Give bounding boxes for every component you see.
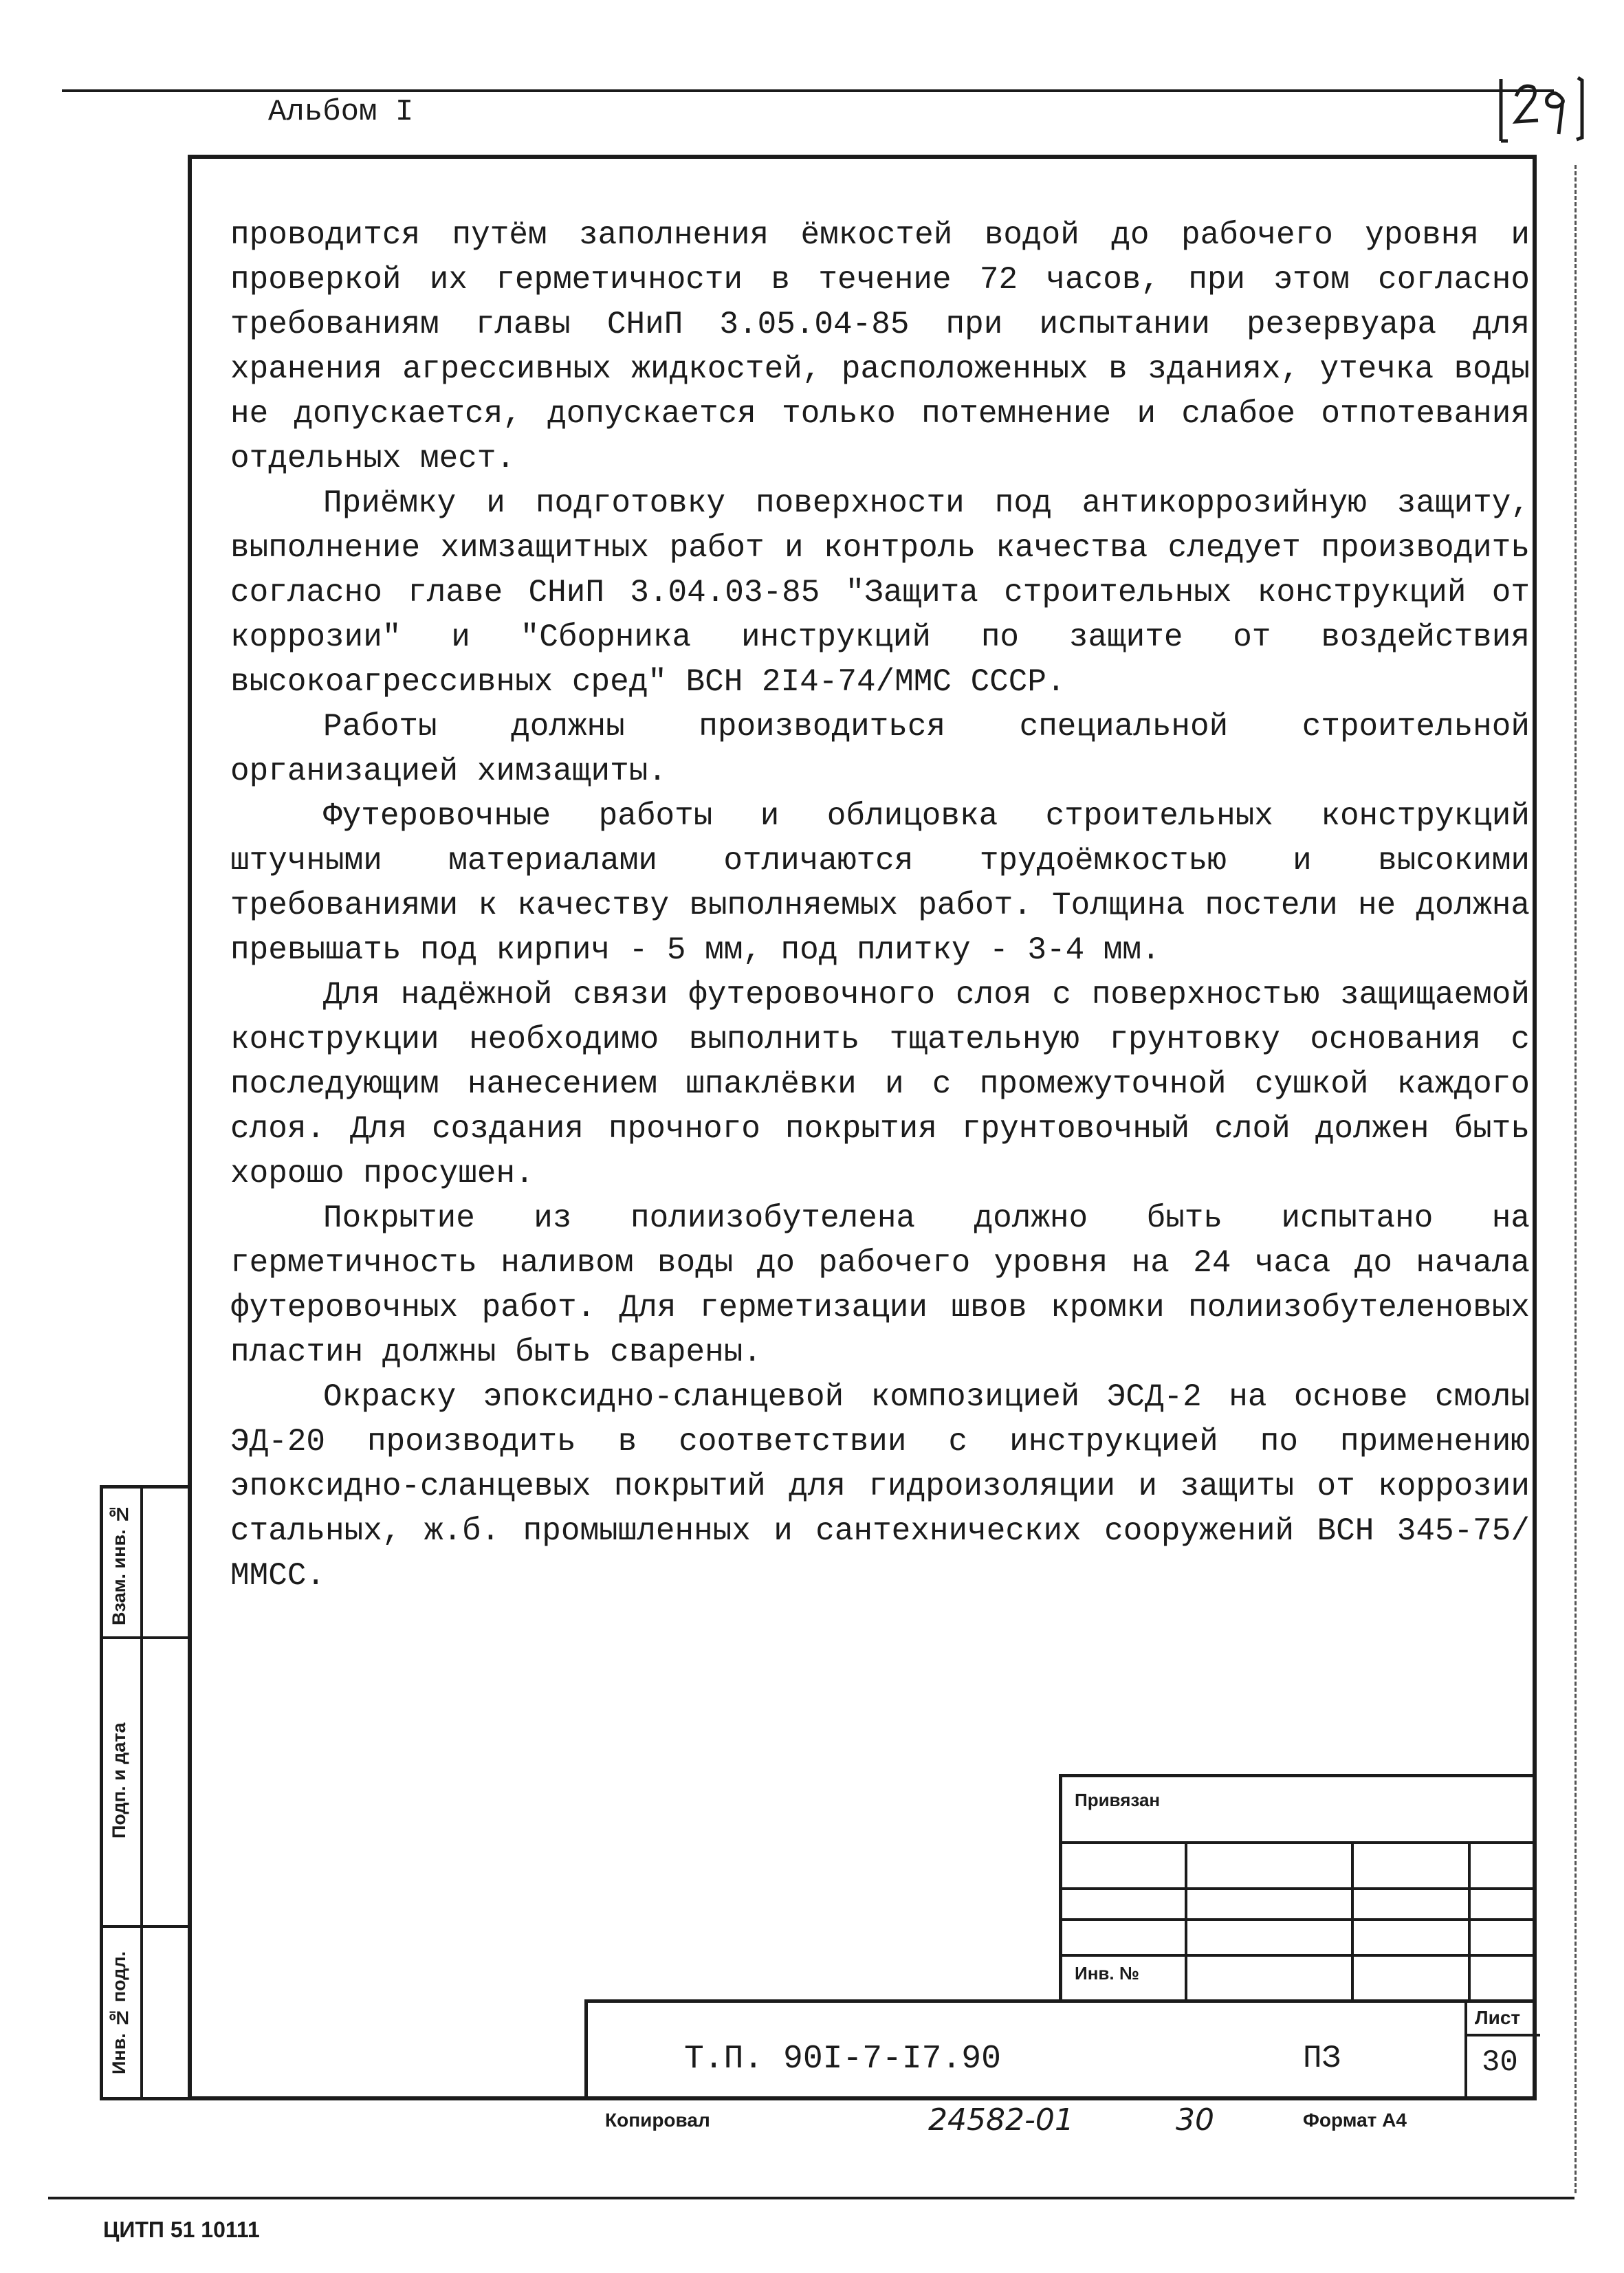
scan-edge-artifact — [1574, 165, 1577, 2193]
podp-data-label: Подп. и дата — [109, 1722, 129, 1839]
format-label: Формат А4 — [1303, 2109, 1407, 2131]
top-rule — [62, 89, 1554, 92]
inv-no-label: Инв. № — [1075, 1963, 1139, 1984]
paragraph: Для надёжной связи футеровочного слоя с поверхностью защищаемой конструкции необходимо выполнить тщательную грунтовку основания с последующим нанесением шпаклёвки и с промежуточной сушкой каждого слоя. Для создания прочного покрытия грунтовочный слой должен быть хорошо просушен. — [230, 977, 1530, 1192]
handwritten-archive-number: 24582-01 — [928, 2102, 1074, 2138]
inv-podl-label: Инв. № подл. — [109, 1951, 129, 2075]
copied-by-label: Копировал — [605, 2109, 710, 2131]
handwritten-sheet-mark — [1495, 72, 1585, 151]
sheet-number-handwritten — [1495, 72, 1585, 151]
sheet-label: Лист — [1475, 2007, 1521, 2028]
title-block — [584, 1999, 1537, 2100]
privyazan-label: Привязан — [1075, 1790, 1161, 1810]
sheet-number: 30 — [1482, 2045, 1518, 2080]
paragraph: Покрытие из полиизобутелена должно быть испытано на герметичность наливом воды до рабочего уровня на 24 часа до начала футеровочных работ. Для герметизации швов кромки полиизобутеленовых пластин должны быть сварены. — [230, 1200, 1530, 1370]
section-code: ПЗ — [1303, 2041, 1341, 2076]
album-title: Альбом I — [268, 95, 414, 129]
paragraph: проводится путём заполнения ёмкостей водой до рабочего уровня и проверкой их герметичности в течение 72 часов, при этом согласно требованиям главы СНиП 3.05.04-85 при испытании резервуара для хранения агрессивных жидкостей, расположенных в зданиях, утечка воды не допускается, допускается только потемнение и слабое отпотевания отдельных мест. — [230, 217, 1530, 476]
printer-code: ЦИТП 51 10111 — [103, 2217, 260, 2242]
vzam-inv-label: Взам. инв. № — [109, 1503, 129, 1625]
binding-strip — [100, 1485, 188, 2100]
handwritten-page-number: 30 — [1176, 2102, 1214, 2138]
document-code: Т.П. 90I-7-I7.90 — [684, 2041, 1001, 2078]
paragraph: Приёмку и подготовку поверхности под антикоррозийную защиту, выполнение химзащитных работ и контроль качества следует производить согласно главе СНиП 3.04.03-85 "Защита строительных конструкций от коррозии" и "Сборника инструкций по защите от воздействия высокоагрессивных сред" ВСН 2I4-74/ММС СССР. — [230, 485, 1530, 700]
bottom-rule — [48, 2197, 1574, 2199]
paragraph: Работы должны производиться специальной строительной организацией химзащиты. — [230, 709, 1530, 789]
binding-stamp-table — [1059, 1774, 1537, 1999]
explanatory-text — [230, 213, 1530, 1599]
paragraph: Окраску эпоксидно-сланцевой композицией ЭСД-2 на основе смолы ЭД-20 производить в соответствии с инструкцией по применению эпоксидно-сланцевых покрытий для гидроизоляции и защиты от коррозии стальных, ж.б. промышленных и сантехнических сооружений ВСН 345-75/ММСС. — [230, 1379, 1530, 1594]
paragraph: Футеровочные работы и облицовка строительных конструкций штучными материалами отличаются трудоёмкостью и высокими требованиями к качеству выполняемых работ. Толщина постели не должна превышать под кирпич - 5 мм, под плитку - 3-4 мм. — [230, 798, 1530, 968]
